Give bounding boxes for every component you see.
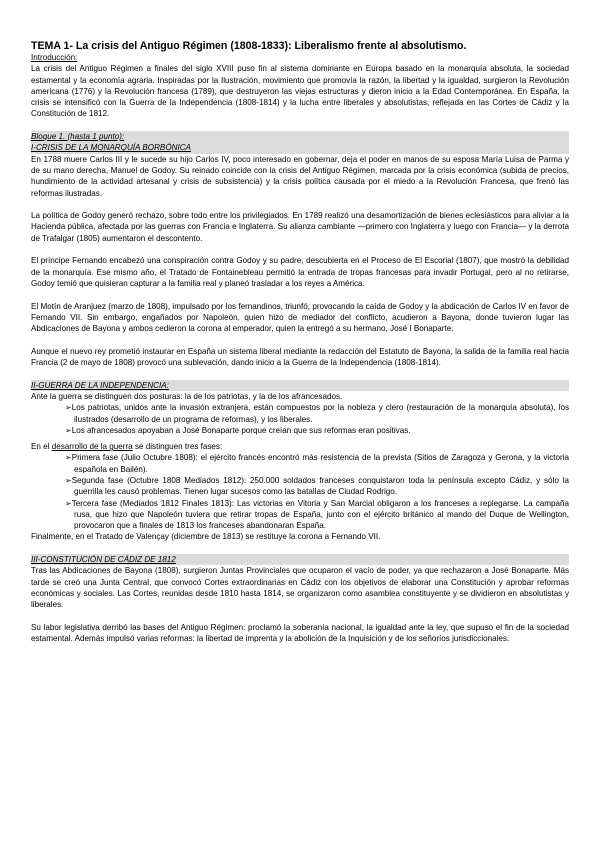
list-item: [31, 402, 569, 425]
dev-pre: En el: [31, 442, 52, 452]
bullet-patriotas: Los patriotas, unidos ante la invasión extranjera, están compuestos por la nobleza y clero (restauración de la monarquía absoluta), los ilustrados (desarrollo de un programa de reformas), y los liberales.: [71, 403, 569, 424]
intro-heading: Introducción:: [31, 53, 78, 62]
arrow-bullet-icon: ➢: [65, 425, 72, 435]
section1-paragraph-5: Aunque el nuevo rey prometió instaurar en España un sistema liberal mediante la redacción del Estatuto de Bayona, la salida de la familia real hacia Francia (2 de mayo de 1808) provocó una sublevación, dando inicio a la Guerra de la Independencia (1808-1814).: [31, 346, 569, 368]
section3-paragraph-2: Su labor legislativa derribó las bases del Antiguo Régimen: proclamó la soberanía nacional, la igualdad ante la ley, que supuso el fin de la sociedad estamental. Además impulsó varias reformas: la libertad de imprenta y la abolición de la Inquisición y de los señoríos jurisdiccionales.: [31, 622, 569, 644]
phase-2: Segunda fase (Octubre 1808 Mediados 1812): 250.000 soldados franceses conquistaron toda la península excepto Cádiz, y sólo la guerrilla les causó problemas. Tienen lugar sucesos como las batallas de Ciudad Rodrigo.: [71, 475, 569, 497]
intro-text: La crisis del Antiguo Régimen a finales del siglo XVIII puso fin al sistema dominante en Europa basado en la monarquía absoluta, la sociedad estamental y la economía agraria. Inspiradas por la Ilustración, movimiento que promovía la razón, la libertad y la igualdad, surgieron la Revolución americana (1776) y la Revolución francesa (1789), que destruyeron las viejas estructuras y dieron inicio a la Edad Contemporánea. En España, la crisis se intensificó con la Guerra de la Independencia (1808-1814) y la lucha entre liberales y absolutistas, reflejada en las Cortes de Cádiz y la Constitución de 1812.: [31, 64, 569, 119]
section3-heading-text: III-CONSTITUCIÓN DE CÁDIZ DE 1812: [31, 555, 176, 565]
document-title: TEMA 1- La crisis del Antiguo Régimen (1808-1833): Liberalismo frente al absolutismo.: [31, 40, 467, 52]
section2-heading-text: II-GUERRA DE LA INDEPENDENCIA:: [31, 380, 169, 390]
section1-paragraph-2: La política de Godoy generó rechazo, sobre todo entre los privilegiados. En 1789 realizó una desamortización de bienes eclesiásticos para aliviar a la Hacienda pública, afectada por las guerras con Francia e Inglaterra. Su alianza cambiante —primero con Inglaterra y luego con Francia— y la derrota de Trafalgar (1805) aumentaron el descontento.: [31, 211, 569, 243]
section1-paragraph-1: En 1788 muere Carlos III y le sucede su hijo Carlos IV, poco interesado en gobernar, deja el poder en manos de su esposa María Luisa de Parma y de su mano derecha, Manuel de Godoy. Su reinado coincide con la crisis del Antiguo Régimen, marcada por la crisis económica (subida de precios, hundimiento de la actividad artesanal y crisis de subsistencia) y la crisis política causada por el miedo a la Revolución Francesa, que frenó las reformas ilustradas.: [31, 154, 569, 198]
section2-intro: Ante la guerra se distinguen dos posturas: la de los patriotas, y la de los afrancesados.: [31, 391, 343, 401]
arrow-bullet-icon: ➢: [65, 498, 72, 508]
section1-heading-text: I-CRISIS DE LA MONARQUÍA BORBÓNICA: [31, 143, 191, 153]
dev-post: se distinguen tres fases:: [132, 442, 223, 452]
section2-final: Finalmente, en el Tratado de Valençay (diciembre de 1813) se restituye la corona a Fernando VII.: [31, 532, 381, 542]
bloque-label: [31, 131, 569, 142]
arrow-bullet-icon: ➢: [65, 403, 72, 413]
phase-1: Primera fase (Julio Octubre 1808): el ejército francés encontró más resistencia de la prevista (Sitios de Zaragoza y Gerona, y la victoria española en Bailén).: [71, 453, 569, 474]
arrow-bullet-icon: ➢: [65, 453, 72, 463]
arrow-bullet-icon: ➢: [65, 475, 72, 485]
bloque-label-text: Bloque 1. (hasta 1 punto):: [31, 132, 125, 142]
list-item: [31, 452, 569, 475]
section1-paragraph-4: El Motín de Aranjuez (marzo de 1808), impulsado por los fernandinos, triunfó, provocando la caída de Godoy y la abdicación de Carlos IV en favor de Fernando VII. Sin embargo, engañados por Napoleón, quien hizo de mediador del conflicto, acudieron a Bayona, donde tuvieron lugar las Abdicaciones de Bayona y ambos cedieron la corona al emperador, quien la entregó a su hermano, José I Bonaparte.: [31, 301, 569, 334]
section2-heading: [31, 380, 569, 391]
phase-3: Tercera fase (Mediados 1812 Finales 1813): Las victorias en Vitoria y San Marcial obligaron a los franceses a replegarse. La campaña rusa, que hizo que Napoleón tuviera que retirar tropas de España, junto con el ejército británico al mando del Duque de Wellington, provocaron que a finales de 1813 los franceses abandonaran España.: [71, 498, 569, 531]
section3-heading: [31, 554, 569, 565]
bullet-afrancesados: Los afrancesados apoyaban a José Bonaparte porque creían que sus reformas eran positivas.: [71, 425, 411, 435]
dev-link: desarrollo de la guerra: [51, 442, 133, 452]
section1-heading: [31, 142, 569, 153]
section1-paragraph-3: El príncipe Fernando encabezó una conspiración contra Godoy y su padre, descubierta en el Proceso de El Escorial (1807), que mostró la debilidad de la monarquía. Ese mismo año, el Tratado de Fontainebleau permitió la entrada de tropas francesas para invadir Portugal, pero al no retirarse, Godoy temió que quisieran capturar a la familia real y planeó trasladar a los reyes a América.: [31, 256, 569, 288]
list-item: [31, 425, 569, 436]
list-item: [31, 475, 569, 498]
section3-paragraph-1: Tras las Abdicaciones de Bayona (1808), surgieron Juntas Provinciales que ocuparon el vacío de poder, ya que rechazaron a José Bonaparte. Más tarde se creó una Junta Central, que convocó Cortes extraordinarias en Cádiz con los objetivos de elaborar una Constitución y aprobar reformas económicas y sociales. Las Cortes, reunidas desde 1810 hasta 1814, se organizaron como asamblea constituyente y se dividieron en absolutistas y liberales.: [31, 566, 569, 610]
section2-development: [31, 441, 569, 452]
list-item: [31, 498, 569, 532]
